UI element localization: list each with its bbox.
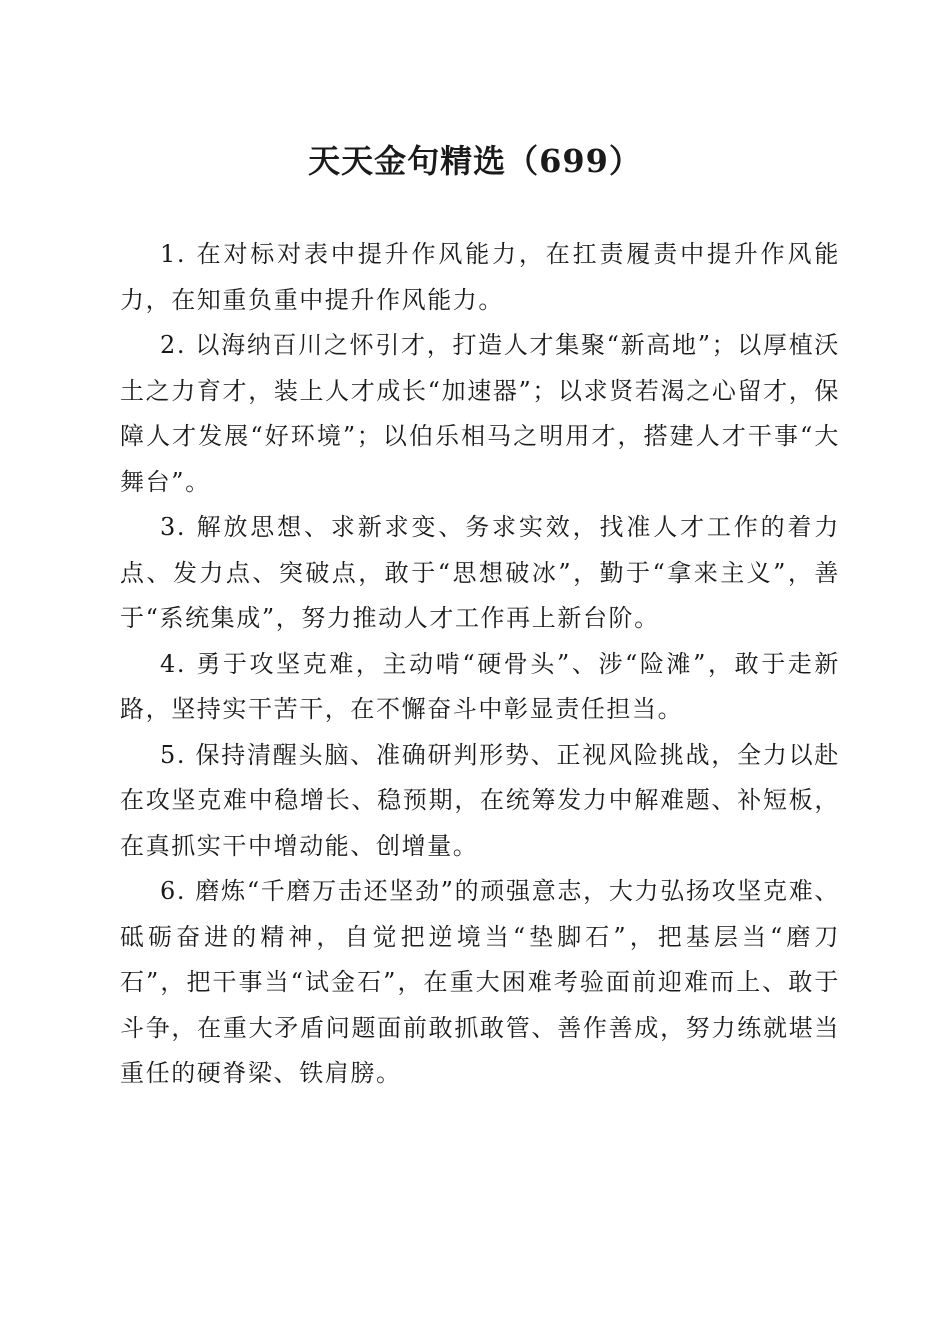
page-title: 天天金句精选（699） bbox=[308, 142, 642, 180]
paragraph-6: 6. 磨炼“千磨万击还坚劲”的顽强意志，大力弘扬攻坚克难、砥砺奋进的精神，自觉把逆境当“垫脚石”，把基层当“磨刀石”，把干事当“试金石”，在重大困难考验面前迎难而上、敢于斗争，在重大矛盾问题面前敢抓敢管、善作善成，努力练就堪当重任的硬脊梁、铁肩膀。 bbox=[120, 877, 840, 1087]
paragraph-5: 5. 保持清醒头脑、准确研判形势、正视风险挑战，全力以赴在攻坚克难中稳增长、稳预期，在统筹发力中解难题、补短板，在真抓实干中增动能、创增量。 bbox=[120, 740, 840, 860]
paragraph-3: 3. 解放思想、求新求变、务求实效，找准人才工作的着力点、发力点、突破点，敢于“思想破冰”，勤于“拿来主义”，善于“系统集成”，努力推动人才工作再上新台阶。 bbox=[120, 513, 840, 632]
paragraph-4: 4. 勇于攻坚克难，主动啃“硬骨头”、涉“险滩”，敢于走新路，坚持实干苦干，在不懈奋斗中彰显责任担当。 bbox=[120, 649, 840, 723]
document-body bbox=[120, 232, 840, 1097]
paragraph-2: 2. 以海纳百川之怀引才，打造人才集聚“新高地”；以厚植沃土之力育才，装上人才成长“加速器”；以求贤若渴之心留才，保障人才发展“好环境”；以伯乐相马之明用才，搭建人才干事“大舞台”。 bbox=[120, 331, 840, 496]
paragraph-1: 1. 在对标对表中提升作风能力，在扛责履责中提升作风能力，在知重负重中提升作风能力。 bbox=[120, 240, 840, 314]
